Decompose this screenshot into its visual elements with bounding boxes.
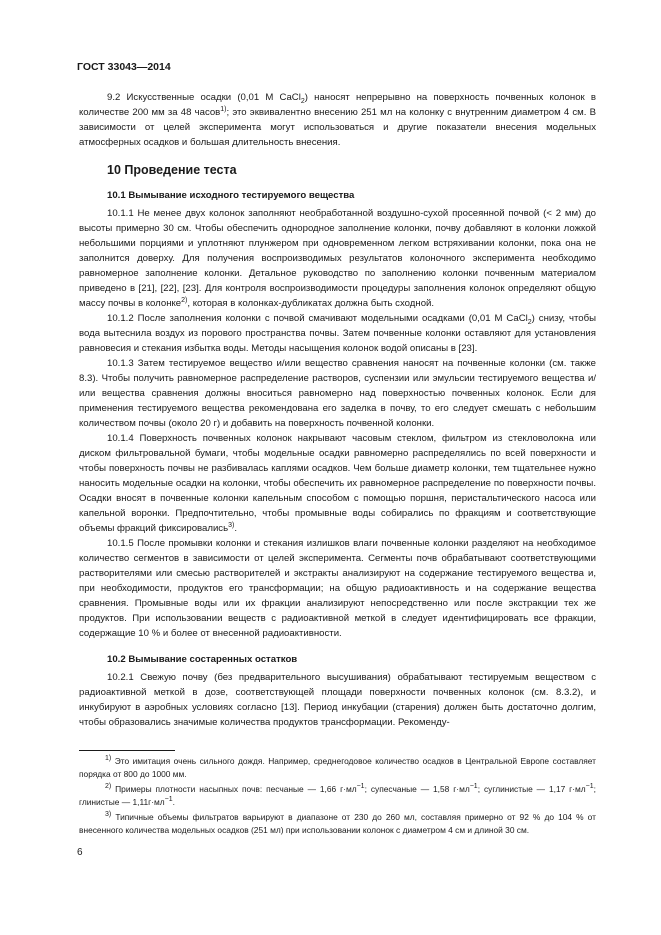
paragraph-10-1-2 (79, 311, 596, 356)
text-run: 10.1.1 Не менее двух колонок заполняют необработанной воздушно-сухой просеянной почвой (< 2 мм) до высоты примерно 30 см. Чтобы обеспечить однородное заполнение колонки, почву добавляют в колонки ложкой небольшими порциями и уплотняют плунжером при одновременном легком встряхивании колонки, пока она не заполнится доверху. Для получения воспроизводимых результатов колоночного эксперимента необходимо равномерное заполнение колонки. Детальное руководство по заполнению колонки почвенным материалом приведено в [21], [22], [23]. Для контроля воспроизводимости процедуры заполнения колонок определяют общую массу почвы в колонке (79, 208, 596, 309)
main-content (79, 90, 596, 730)
text-run: ) снизу, чтобы вода вытеснила воздух из порового пространства почвы. Затем почвенные колонки оставляют для установления равновесия и стекания избытка воды. Методы насыщения колонок водой описаны в [23]. (79, 313, 596, 354)
footnote-mark: 2) (105, 783, 112, 791)
paragraph-10-1-1 (79, 206, 596, 311)
text-run: ; супесчаные — 1,58 г·мл (364, 784, 470, 794)
footnote-text: Типичные объемы фильтратов варьируют в диапазоне от 230 до 260 мл, составляя примерно от 92 % до 104 % от внесенного количества модельных осадков (251 мл) при использовании колонок с диаметром 4 см и длиной 30 см. (79, 812, 596, 835)
footnote-1 (79, 755, 596, 780)
footnote-separator (79, 750, 175, 751)
paragraph-10-2-1: 10.2.1 Свежую почву (без предварительного высушивания) обрабатывают тестируемым веществом с радиоактивной меткой в дозе, соответствующей площади поверхности почвенных колонок (см. 8.3.2), и инкубируют в аэробных условиях согласно [13]. Период инкубации (старения) должен быть достаточно долгим, чтобы образовались значимые количества продуктов трансформации. Рекоменду- (79, 672, 596, 728)
text-run: . (172, 796, 175, 807)
exponent: −1 (469, 783, 478, 791)
footnotes (79, 755, 596, 839)
spacer (79, 641, 596, 648)
exponent: −1 (164, 795, 173, 803)
footnote-mark: 3) (105, 811, 112, 819)
paragraph-10-1-3: 10.1.3 Затем тестируемое вещество и/или вещество сравнения наносят на почвенные колонки (см. также 8.3). Чтобы получить равномерное распределение растворов, суспензии или эмульсии тестируемого вещества и/или вещества сравнения должны вноситься равномерно над поверхностью почвенных колонок. Если для применения тестируемого вещества рекомендована его заделка в почву, то его следует смешать с небольшим количеством почвы (около 20 г) и добавить на поверхность почвенной колонки. (79, 358, 596, 429)
text-run: ; глинистые — 1,11г·мл (79, 784, 596, 807)
exponent: −1 (585, 783, 594, 791)
text-run: ) наносят непрерывно на поверхность почвенных колонок в количестве 200 мм за 48 часов (79, 92, 597, 118)
text-run: ; это эквивалентно внесению 251 мл на колонку с внутренним диаметром 4 см. В зависимости от целей эксперимента могут использоваться и другие показатели внесения модельных атмосферных осадков и большая длительность внесения. (79, 107, 596, 148)
text-run: 9.2 Искусственные осадки (0,01 М CaCl (107, 92, 301, 103)
paragraph-10-1-4 (79, 431, 596, 536)
footnote-ref-2[interactable]: 2) (181, 296, 188, 304)
footnote-2 (79, 783, 596, 808)
document-code-header: ГОСТ 33043—2014 (77, 61, 171, 73)
paragraph-9-2 (79, 90, 596, 150)
footnote-text: Это имитация очень сильного дождя. Например, среднегодовое количество осадков в Центральной Европе составляет порядка от 800 до 1000 мм. (79, 756, 596, 779)
text-run: Примеры плотности насыпных почв: песчаные — 1,66 г·мл (111, 784, 357, 794)
footnote-3 (79, 811, 596, 836)
text-run: 10.1.4 Поверхность почвенных колонок накрывают часовым стеклом, фильтром из стекловолокна или диском фильтровальной бумаги, чтобы модельные осадки равномерно распределялись по всей поверхности и чтобы поверхность почвы не разбивалась каплями осадков. Чем больше диаметр колонки, тем тщательнее нужно наносить модельные осадки на колонки, чтобы обеспечить их равномерное распределение по поверхности почвы. Осадки вносят в почвенные колонки капельным способом с помощью поршня, перистальтического насоса или капельной воронки. Предпочтительно, чтобы промывные воды собирались по фракциям и соответствующие объемы фракций фиксировались (79, 433, 596, 534)
subsection-heading-10-2: 10.2 Вымывание состаренных остатков (107, 654, 298, 665)
text-run: . (234, 523, 238, 534)
exponent: −1 (356, 783, 365, 791)
subsection-heading-10-1: 10.1 Вымывание исходного тестируемого вещества (107, 190, 355, 201)
text-run: , которая в колонках-дубликатах должна быть сходной. (187, 298, 435, 309)
section-heading-10: 10 Проведение теста (107, 163, 237, 177)
subscript: 2 (527, 318, 532, 326)
page-number: 6 (77, 847, 83, 858)
subscript: 2 (300, 97, 305, 105)
footnote-ref-3[interactable]: 3) (228, 521, 235, 529)
paragraph-10-1-5: 10.1.5 После промывки колонки и стекания излишков влаги почвенные колонки разделяют на необходимое количество сегментов в зависимости от целей эксперимента. Сегменты почв обрабатывают соответствующими растворителями или смесью растворителей и экстракты анализируют на содержание тестируемого вещества и, при необходимости, продуктов его трансформации; на общую радиоактивность и на содержание вещества сравнения. Промывные воды или их фракции анализируют непосредственно или после экстракции тех же продуктов. При использовании веществ с радиоактивной меткой в следует идентифицировать все фракции, содержащие 10 % и более от внесенной радиоактивности. (79, 538, 596, 639)
text-run: 10.1.2 После заполнения колонки с почвой смачивают модельными осадками (0,01 М CaCl (107, 313, 528, 324)
text-run: ; суглинистые — 1,17 г·мл (477, 784, 586, 794)
footnote-mark: 1) (105, 755, 112, 763)
footnote-ref-1[interactable]: 1) (220, 105, 227, 113)
